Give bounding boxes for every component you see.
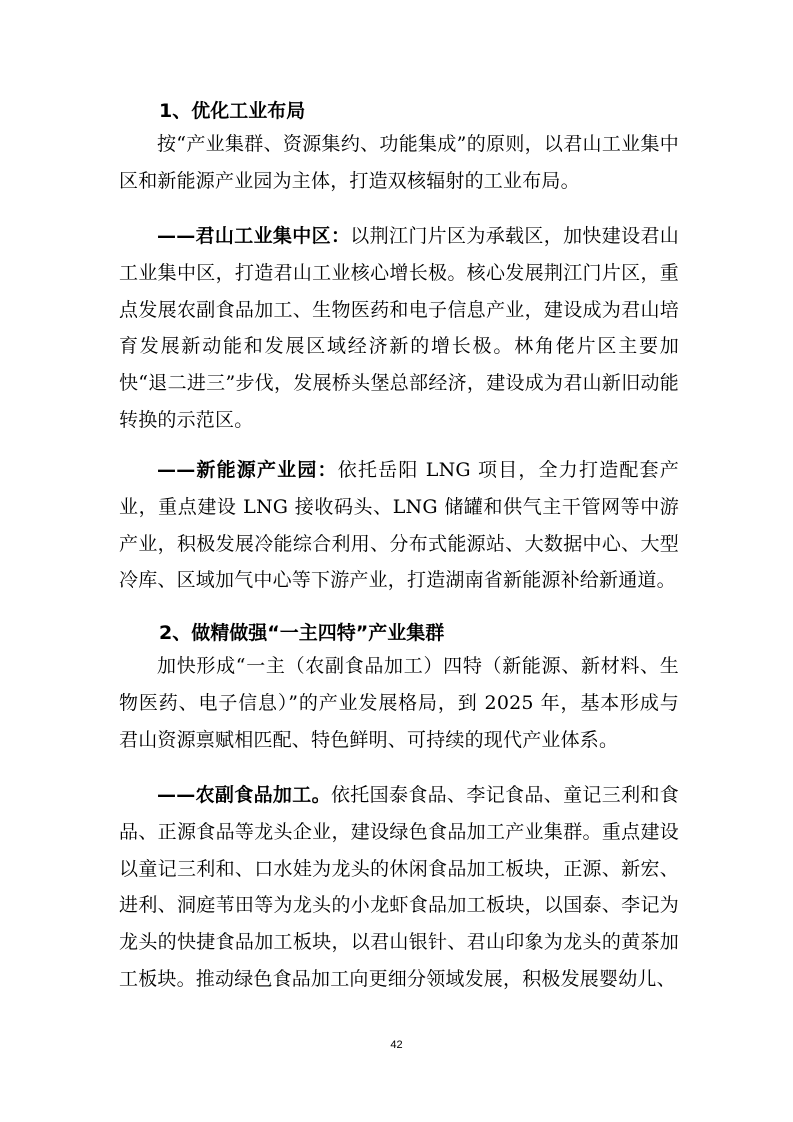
section-heading: 2、做精做强“一主四特”产业集群 [159,622,445,644]
section-intro: 按“产业集群、资源集约、功能集成”的原则，以君山工业集中区和新能源产业园为主体，打造双核辐射的工业布局。 [119,133,679,192]
new-energy-paragraph [119,452,679,599]
paragraph-text: 依托国泰食品、李记食品、童记三利和食品、正源食品等龙头企业，建设绿色食品加工产业集群。重点建设以童记三利和、口水娃为龙头的休闲食品加工板块，正源、新宏、进利、洞庭苇田等为龙头的小龙虾食品加工板块，以国泰、李记为龙头的快捷食品加工板块，以君山银针、君山印象为龙头的黄茶加工板块。推动绿色食品加工向更细分领域发展，积极发展婴幼儿、 [119,784,679,990]
food-processing-paragraph [119,777,679,998]
paragraph-lead: ——新能源产业园： [157,459,338,481]
page-number: 42 [390,1039,403,1051]
section-heading: 1、优化工业布局 [159,100,306,122]
paragraph-text: 以荆江门片区为承载区，加快建设君山工业集中区，打造君山工业核心增长极。核心发展荆江门片区，重点发展农副食品加工、生物医药和电子信息产业，建设成为君山培育发展新动能和发展区域经济新的增长极。林角佬片区主要加快“退二进三”步伐，发展桥头堡总部经济，建设成为君山新旧动能转换的示范区。 [119,225,679,431]
paragraph-text: 依托岳阳 LNG 项目，全力打造配套产业，重点建设 LNG 接收码头、LNG 储罐和供气主干管网等中游产业，积极发展冷能综合利用、分布式能源站、大数据中心、大型冷库、区域加气中心等下游产业，打造湖南省新能源补给新通道。 [119,459,679,592]
industrial-zone-paragraph [119,218,679,439]
section-intro: 加快形成“一主（农副食品加工）四特（新能源、新材料、生物医药、电子信息）”的产业发展格局，到 2025 年，基本形成与君山资源禀赋相匹配、特色鲜明、可持续的现代产业体系。 [119,655,679,751]
paragraph-lead: ——君山工业集中区： [157,225,351,247]
paragraph-lead: ——农副食品加工。 [157,784,331,806]
